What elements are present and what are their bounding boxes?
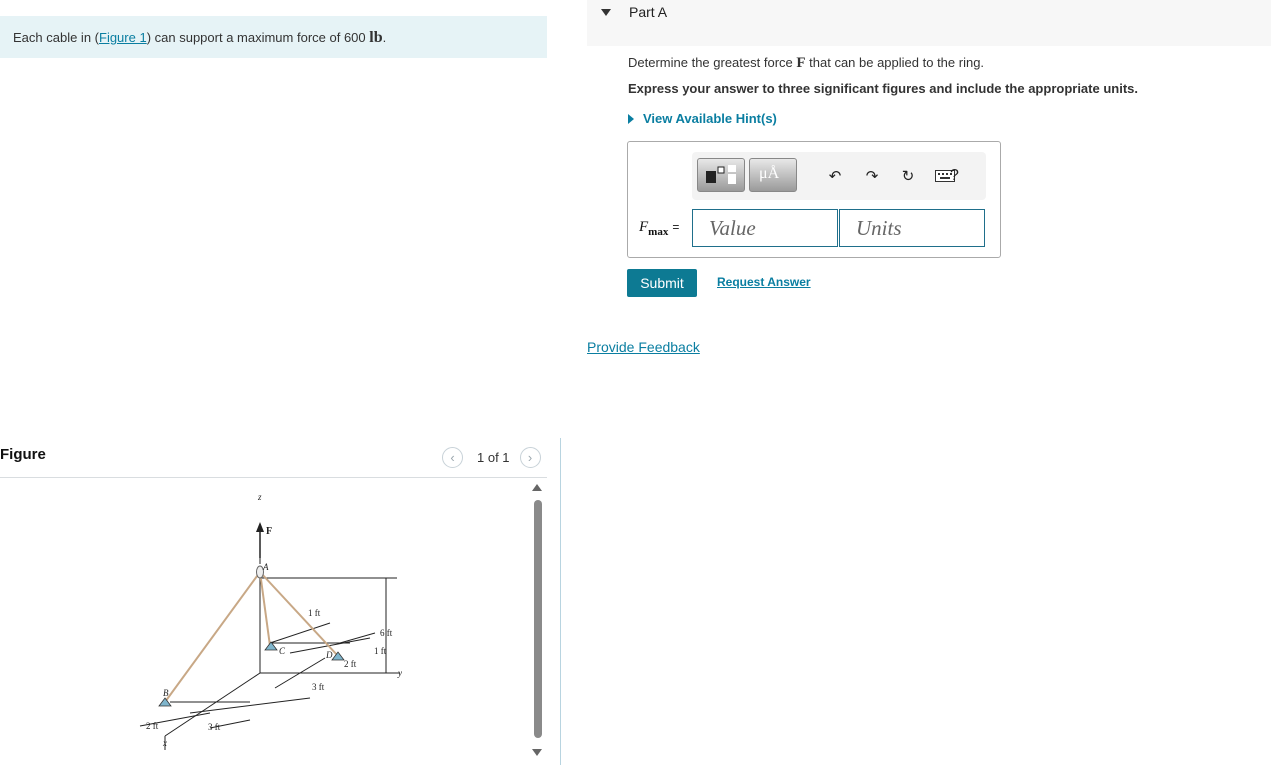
- templates-icon: [698, 159, 744, 191]
- label-B: B: [163, 688, 169, 698]
- chevron-right-icon: ›: [527, 449, 533, 465]
- units-button-label: μÅ: [759, 165, 780, 182]
- part-a-header[interactable]: [587, 0, 1271, 46]
- figure-diagram: [110, 488, 410, 763]
- scroll-down-arrow[interactable]: [532, 749, 542, 756]
- problem-text-end: .: [382, 30, 387, 45]
- figure-link[interactable]: Figure 1: [99, 30, 147, 45]
- request-answer-link[interactable]: Request Answer: [717, 275, 811, 289]
- label-F: F: [266, 526, 273, 537]
- units-button[interactable]: [749, 158, 797, 192]
- pane-divider: [560, 438, 561, 765]
- variable-subscript: max: [648, 226, 669, 238]
- math-toolbar: [692, 152, 986, 200]
- collapse-caret-icon[interactable]: [601, 9, 611, 16]
- variable-symbol: F: [639, 219, 649, 235]
- problem-text-mid: ) can support a maximum force of 600: [146, 30, 370, 45]
- label-1ft-b: 1 ft: [374, 646, 387, 656]
- chevron-left-icon: ‹: [450, 449, 455, 465]
- label-D: D: [326, 650, 333, 660]
- templates-button[interactable]: [697, 158, 745, 192]
- question-symbol: F: [796, 55, 806, 71]
- label-2ft-b: 2 ft: [146, 721, 159, 731]
- units-input[interactable]: Units: [839, 209, 985, 247]
- problem-text-before: Each cable in (: [13, 30, 99, 45]
- label-6ft: 6 ft: [380, 628, 393, 638]
- view-hints-link[interactable]: [628, 111, 777, 126]
- figure-navigation: [442, 446, 541, 468]
- prev-figure-button[interactable]: [442, 447, 463, 468]
- figure-header-divider: [0, 477, 547, 478]
- label-3ft-a: 3 ft: [312, 682, 325, 692]
- label-C: C: [279, 646, 286, 656]
- problem-unit: lb: [369, 29, 383, 46]
- question-before: Determine the greatest force: [628, 55, 797, 70]
- answer-box: [627, 141, 1001, 258]
- caret-right-icon: [628, 114, 634, 124]
- label-1ft-a: 1 ft: [308, 608, 321, 618]
- label-x: x: [163, 738, 167, 748]
- help-button[interactable]: ?: [950, 167, 959, 184]
- question-text: [628, 55, 984, 72]
- undo-icon[interactable]: ↶: [828, 168, 842, 185]
- instruction-text: Express your answer to three significant figures and include the appropriate units.: [628, 81, 1138, 96]
- label-A: A: [263, 562, 269, 572]
- part-title[interactable]: Part A: [629, 4, 668, 20]
- next-figure-button[interactable]: [520, 447, 541, 468]
- scrollbar-thumb[interactable]: [534, 500, 542, 738]
- label-2ft-a: 2 ft: [344, 659, 357, 669]
- question-after: that can be applied to the ring.: [805, 55, 985, 70]
- figure-title: Figure: [0, 446, 46, 463]
- scroll-up-arrow[interactable]: [532, 484, 542, 491]
- equals-sign: =: [672, 220, 680, 234]
- redo-icon[interactable]: ↷: [865, 168, 879, 185]
- provide-feedback-link[interactable]: Provide Feedback: [587, 339, 700, 355]
- problem-statement: [0, 16, 547, 58]
- submit-button[interactable]: Submit: [627, 269, 697, 297]
- label-3ft-b: 3 ft: [208, 722, 221, 732]
- value-input[interactable]: Value: [692, 209, 838, 247]
- label-z: z: [258, 492, 262, 502]
- figure-counter: 1 of 1: [477, 449, 510, 465]
- answer-variable-label: [639, 219, 679, 238]
- view-hints-label[interactable]: View Available Hint(s): [643, 111, 777, 126]
- reset-icon[interactable]: ↻: [901, 168, 915, 185]
- label-y: y: [398, 668, 402, 678]
